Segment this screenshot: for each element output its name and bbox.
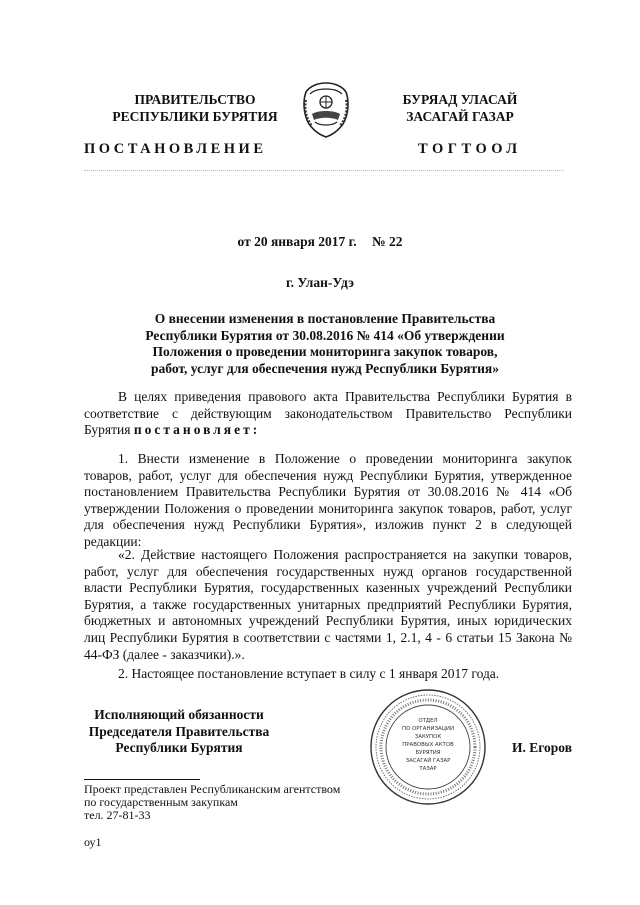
position-line: Республики Бурятия xyxy=(115,740,243,756)
header-divider xyxy=(84,170,564,171)
stamp-text: ПО ОРГАНИЗАЦИИ xyxy=(402,726,454,732)
stamp-text: ТАЗАР xyxy=(419,766,437,772)
stamp-text: ОТДЕЛ xyxy=(418,718,438,724)
subject-line: работ, услуг для обеспечения нужд Республики Бурятия» xyxy=(151,360,499,376)
document-type-russian: ПОСТАНОВЛЕНИЕ xyxy=(84,141,267,157)
header-left-line1: ПРАВИТЕЛЬСТВО xyxy=(134,92,256,107)
stamp-text: ЗАСАГАЙ ГАЗАР xyxy=(405,758,451,764)
resolves-word: постановляет: xyxy=(133,422,261,438)
signatory-position xyxy=(84,707,274,757)
preamble-paragraph xyxy=(84,389,572,439)
item1-text: 1. Внести изменение в Положение о проведении мониторинга закупок товаров, работ, услуг для обеспечения нужд Республики Бурятия, утвержденное постановлением Правительства Республики Бурятия от 30.08.2016 № 414 «Об утверждении Положения о проведении мониторинга закупок товаров, работ, услуг для обеспечения нужд Республики Бурятия», изложив пункт 2 в следующей редакции: xyxy=(84,451,572,549)
footer-divider xyxy=(84,779,200,780)
document-subject xyxy=(115,311,535,377)
preamble-text: В целях приведения правового акта Правительства Республики Бурятия в соответствие с действующим законодательством Правительство Республики Бурятия xyxy=(84,389,572,438)
official-seal-stamp xyxy=(368,687,488,807)
item1-quote-text: «2. Действие настоящего Положения распространяется на закупки товаров, работ, услуг для обеспечения государственных нужд органов государственной власти Республики Бурятия, государственных казенных учреждений Республики Бурятия, а также государственных унитарных предприятий Республики Бурятия, бюджетных и автономных учреждений Республики Бурятия, иных юридических лиц Республики Бурятия в соответствии с частями 1, 2.1, 4 - 6 статьи 15 Закона № 44-ФЗ (далее - заказчики).». xyxy=(84,547,572,662)
footer-line: тел. 27-81-33 xyxy=(84,808,151,823)
subject-line: О внесении изменения в постановление Правительства xyxy=(154,311,496,326)
subject-line: Республики Бурятия от 30.08.2016 № 414 «Об утверждении xyxy=(145,327,505,343)
document-code: оу1 xyxy=(84,835,102,849)
item1-quote-paragraph xyxy=(84,547,572,663)
date-number-line xyxy=(0,234,640,250)
item2-text: 2. Настоящее постановление вступает в силу с 1 января 2017 года. xyxy=(118,666,500,681)
header-left-line2: РЕСПУБЛИКИ БУРЯТИЯ xyxy=(112,109,278,124)
header-right-line2: ЗАСАГАЙ ГАЗАР xyxy=(406,109,514,124)
coat-of-arms-emblem xyxy=(300,80,352,138)
stamp-text: БУРЯТИЯ xyxy=(415,750,441,756)
subject-line: Положения о проведении мониторинга закупок товаров, xyxy=(152,344,498,359)
item1-paragraph xyxy=(84,451,572,551)
position-line: Исполняющий обязанности xyxy=(94,707,264,722)
item2-paragraph xyxy=(84,666,572,683)
header-right-line1: БУРЯАД УЛАСАЙ xyxy=(402,92,518,107)
stamp-text: ПРАВОВЫХ АКТОВ xyxy=(402,742,454,748)
document-type-buryat: ТОГТООЛ xyxy=(418,141,522,157)
government-name-buryat xyxy=(380,91,540,125)
signatory-name: И. Егоров xyxy=(512,740,573,755)
stamp-text: ЗАКУПОК xyxy=(414,734,442,740)
document-city: г. Улан-Удэ xyxy=(286,275,354,290)
footer-note xyxy=(84,783,340,823)
footer-line: Проект представлен Республиканским агентством xyxy=(84,782,341,796)
document-date: от 20 января 2017 г. xyxy=(237,234,357,249)
footer-line: по государственным закупкам xyxy=(84,795,238,810)
position-line: Председателя Правительства xyxy=(88,723,270,739)
document-number: № 22 xyxy=(372,234,403,249)
government-name-russian xyxy=(100,91,290,125)
